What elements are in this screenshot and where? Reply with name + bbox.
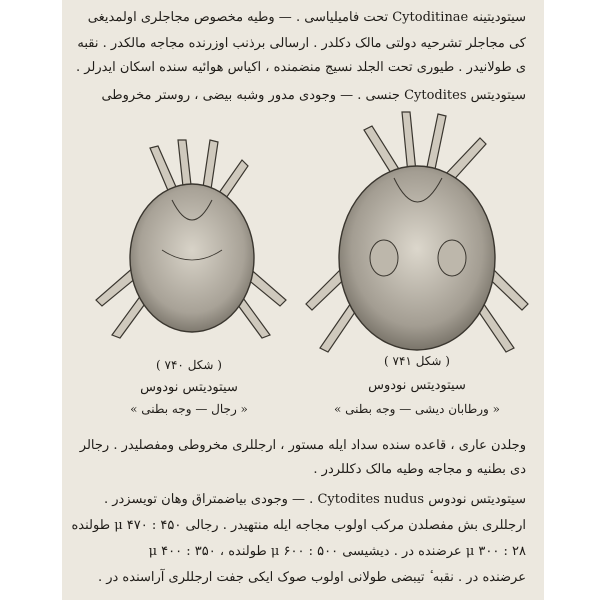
figure-741-subtitle: « ورطابان دیشی — وجه بطنی » — [333, 402, 501, 416]
figure-740-title: سیتودیتس نودوس — [140, 380, 238, 395]
text-line-3: ی طولانیدر . طیوری تحت الجلد نسیج منضمنده ، اکیاس هوائیه سنده اسکان ایدرلر . — [75, 60, 526, 75]
mite-illustration-female — [302, 108, 532, 368]
text-line-6: دی بطنیه و مجاجه وطیه مالک دکللردر . — [313, 462, 526, 477]
figure-741-title: سیتودیتس نودوس — [368, 378, 466, 393]
text-line-4: سیتودیتس Cytodites جنسی . — وجودی مدور وشبه بیضی ، روستر مخروطی — [101, 88, 526, 103]
figure-740-number: ( شکل ۷۴۰ ) — [156, 358, 222, 372]
text-line-9: ۲۸ : ۳۰۰ μ عرضنده در . دیشیسی ۵۰۰ : ۶۰۰ μ طولنده ، ۳۵۰ : ۴۰۰ μ — [148, 544, 526, 559]
mite-illustration-male — [92, 130, 292, 360]
figure-741-number: ( شکل ۷۴۱ ) — [384, 354, 450, 368]
figure-740-subtitle: « رجال — وجه بطنی » — [130, 402, 248, 416]
text-line-1: سیتودیتینه Cytoditinae تحت فامیلیاسی . — وطیه مخصوص مجاجلری اولمدیغی — [87, 10, 526, 25]
book-page — [62, 0, 544, 600]
text-line-8: ارجللری بش مفصلدن مرکب اولوب مجاجه ایله منتهیدر . رجالی ۴۵۰ : ۴۷۰ μ طولنده — [71, 518, 526, 533]
text-line-10: عرضنده در . نقبه ٔ تیبضی طولانی اولوب صوک ایکی جفت ارجللری آراسنده در . — [97, 570, 526, 585]
text-line-2: کی مجاجلر تشرحیه دولتی مالک دکلدر . ارسالی برذنب اوزرنده مجاجه مالکدر . نقبه — [77, 36, 526, 51]
text-line-5: وجلدن عاری ، قاعده سنده سداد ایله مستور ، ارجللری مخروطی ومفصلیدر . رجالر — [79, 438, 526, 453]
text-line-7: سیتودیتس نودوس Cytodites nudus . — وجودی بیاضمتراق وهان تویسزدر . — [103, 492, 526, 507]
